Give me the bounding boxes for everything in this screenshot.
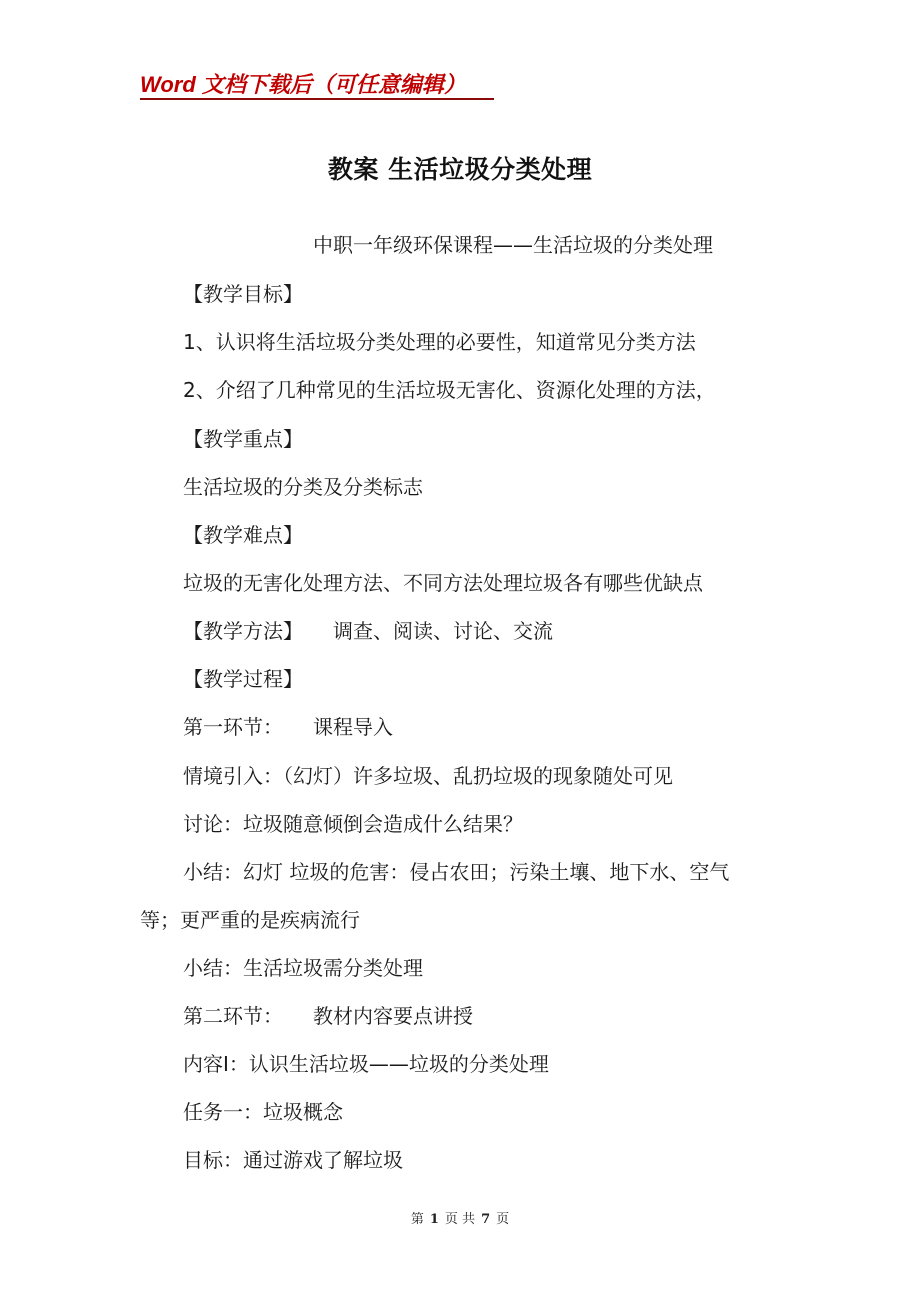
document-title: 教案 生活垃圾分类处理 xyxy=(327,155,593,184)
discussion-line: 讨论：垃圾随意倾倒会造成什么结果？ xyxy=(183,812,523,836)
step2-text: 教材内容要点讲授 xyxy=(313,1004,473,1028)
objective-item-1: 1、认识将生活垃圾分类处理的必要性，知道常见分类方法 xyxy=(183,330,696,354)
methods-text: 调查、阅读、讨论、交流 xyxy=(333,619,553,643)
step2-row xyxy=(183,1001,473,1031)
download-banner xyxy=(140,64,494,100)
page-mid: 页 共 xyxy=(444,1212,476,1227)
download-banner-text: Word 文档下载后（可任意编辑） xyxy=(140,72,466,97)
step1-label: 第一环节： xyxy=(183,715,283,739)
process-heading: 【教学过程】 xyxy=(183,667,303,691)
step2-label: 第二环节： xyxy=(183,1004,283,1028)
step1-text: 课程导入 xyxy=(313,715,393,739)
summary1-line2: 等；更严重的是疾病流行 xyxy=(140,908,360,932)
task1-line: 任务一：垃圾概念 xyxy=(183,1100,343,1124)
objective-item-2: 2、介绍了几种常见的生活垃圾无害化、资源化处理的方法， xyxy=(183,378,716,402)
difficulties-heading: 【教学难点】 xyxy=(183,523,303,547)
summary2-line: 小结：生活垃圾需分类处理 xyxy=(183,956,423,980)
page-suffix: 页 xyxy=(496,1212,510,1227)
page-footer xyxy=(0,1208,920,1227)
objectives-heading: 【教学目标】 xyxy=(183,282,303,306)
intro-line: 情境引入：（幻灯）许多垃圾、乱扔垃圾的现象随处可见 xyxy=(183,764,673,788)
summary1-line1: 小结：幻灯 垃圾的危害：侵占农田；污染土壤、地下水、空气 xyxy=(183,860,730,884)
methods-row xyxy=(183,616,553,646)
goal-line: 目标：通过游戏了解垃圾 xyxy=(183,1148,403,1172)
keypoints-text: 生活垃圾的分类及分类标志 xyxy=(183,475,423,499)
page-prefix: 第 xyxy=(410,1212,424,1227)
step1-row xyxy=(183,712,393,742)
keypoints-heading: 【教学重点】 xyxy=(183,427,303,451)
page-total: 7 xyxy=(481,1212,491,1227)
difficulties-text: 垃圾的无害化处理方法、不同方法处理垃圾各有哪些优缺点 xyxy=(183,571,703,595)
methods-heading: 【教学方法】 xyxy=(183,619,303,643)
page-number: 1 xyxy=(429,1212,439,1227)
content1-line: 内容Ⅰ：认识生活垃圾——垃圾的分类处理 xyxy=(183,1052,549,1076)
document-subtitle: 中职一年级环保课程——生活垃圾的分类处理 xyxy=(313,233,713,257)
